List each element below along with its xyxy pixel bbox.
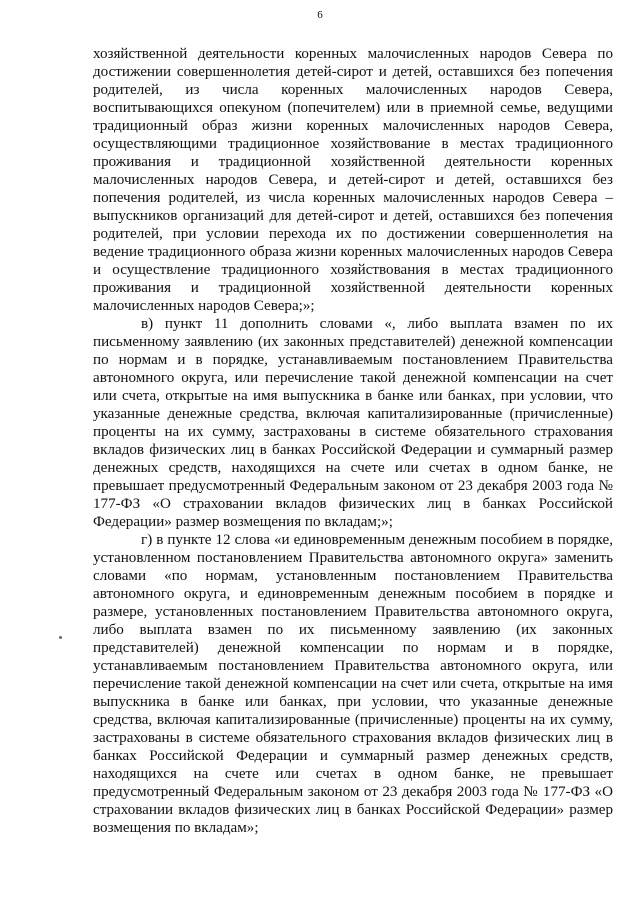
paragraph-item-g: г) в пункте 12 слова «и единовременным денежным пособием в порядке, установленном постановлением Правительства автономного округа» заменить словами «по нормам, установленным постановлением Правительства автономного округа, и единовременным денежным пособием в порядке и размере, установленных постановлением Правительства автономного округа, либо выплата взамен по их письменному заявлению (их законных представителей) денежной компенсации по нормам и в порядке, устанавливаемым постановлением Правительства автономного округа, или перечисление такой денежной компенсации на счет или счета, открытые на имя выпускника в банке или банках, при условии, что указанные денежные средства, включая капитализированные (причисленные) проценты на их сумму, застрахованы в системе обязательного страхования вкладов физических лиц в банках Российской Федерации и суммарный размер денежных средств, находящихся на счете или счетах в одном банке, не превышает предусмотренный Федеральным законом от 23 декабря 2003 года № 177-ФЗ «О страховании вкладов физических лиц в банках Российской Федерации» размер возмещения по вкладам»; (93, 532, 613, 836)
page-number: 6 (317, 9, 323, 21)
paragraph-item-v: в) пункт 11 дополнить словами «, либо выплата взамен по их письменному заявлению (их законных представителей) денежной компенсации по нормам и в порядке, устанавливаемым постановлением Правительства автономного округа, или перечисление такой денежной компенсации на счет или счета, открытые на имя выпускника в банке или банках, при условии, что указанные денежные средства, включая капитализированные (причисленные) проценты на их сумму, застрахованы в системе обязательного страхования вкладов физических лиц в банках Российской Федерации и суммарный размер денежных средств, находящихся на счете или счетах в одном банке, не превышает предусмотренный Федеральным законом от 23 декабря 2003 года № 177-ФЗ «О страховании вкладов физических лиц в банках Российской Федерации» размер возмещения по вкладам;»; (93, 316, 613, 530)
document-body (93, 45, 613, 837)
margin-mark (59, 636, 62, 639)
paragraph-continuation: хозяйственной деятельности коренных малочисленных народов Севера по достижении совершеннолетия детей-сирот и детей, оставшихся без попечения родителей, из числа коренных малочисленных народов Севера, воспитывающихся опекуном (попечителем) или в приемной семье, ведущими традиционный образ жизни коренных малочисленных народов Севера, осуществляющими традиционное хозяйствование в местах традиционного проживания и традиционной хозяйственной деятельности коренных малочисленных народов Севера, и детей-сирот и детей, оставшихся без попечения родителей, из числа коренных малочисленных народов Севера – выпускников организаций для детей-сирот и детей, оставшихся без попечения родителей, при условии перехода их по достижении совершеннолетия на ведение традиционного образа жизни коренных малочисленных народов Севера и осуществление традиционного хозяйствования в местах традиционного проживания и традиционной хозяйственной деятельности коренных малочисленных народов Севера;»; (93, 46, 613, 314)
